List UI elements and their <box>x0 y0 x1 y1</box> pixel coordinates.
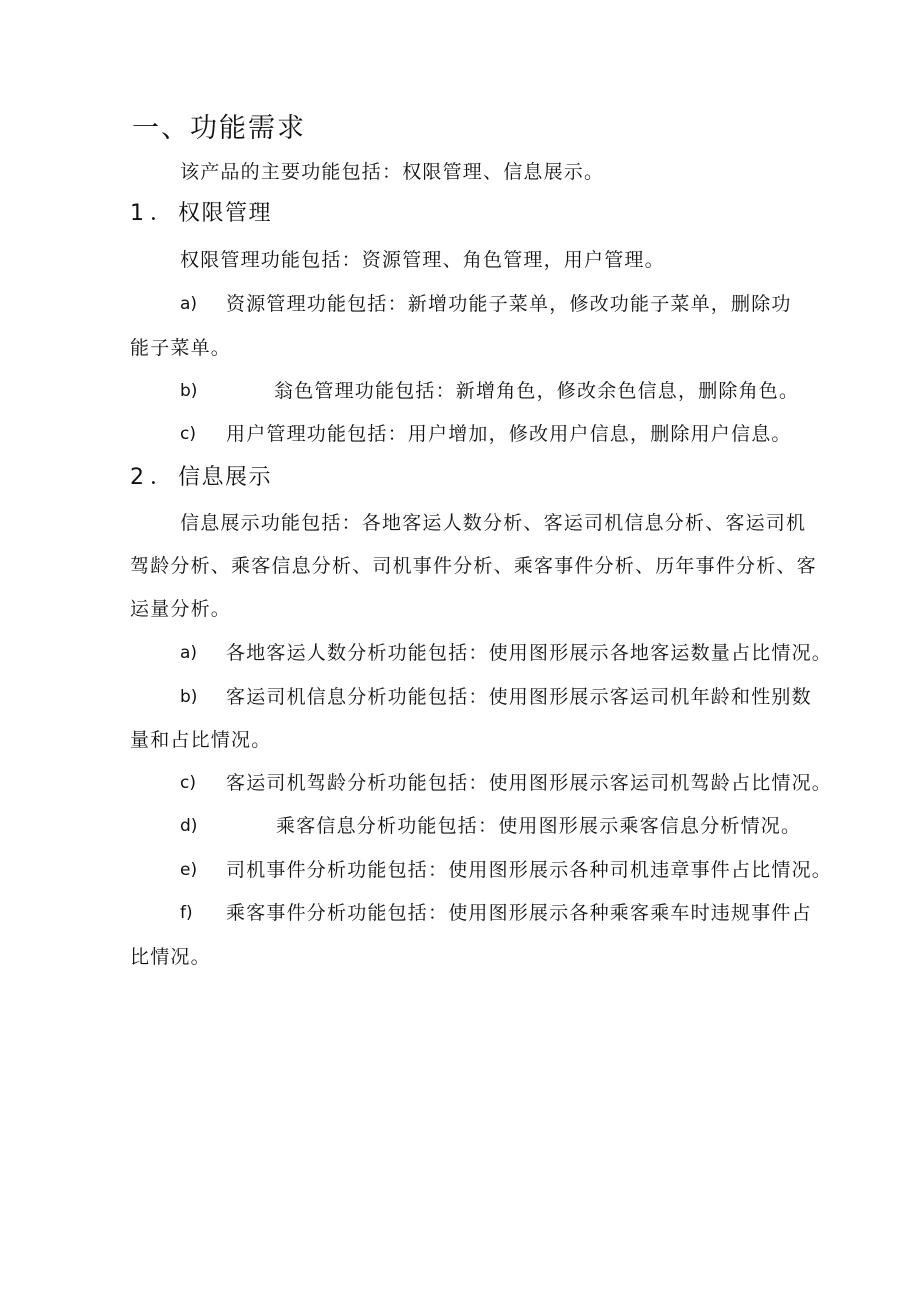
sub2-title: 信息展示 <box>178 465 273 490</box>
sub2-item-a-marker: a) <box>180 643 198 663</box>
sub2-item-e-marker: e) <box>180 860 198 880</box>
sub2-intro-line2: 驾龄分析、乘客信息分析、司机事件分析、乘客事件分析、历年事件分析、客 <box>130 555 817 577</box>
section-intro: 该产品的主要功能包括：权限管理、信息展示。 <box>180 161 605 183</box>
sub2-item-e-line1: 司机事件分析功能包括：使用图形展示各种司机违章事件占比情况。 <box>226 859 833 881</box>
sub1-heading <box>130 200 272 228</box>
sub2-item-f-line1: 乘客事件分析功能包括：使用图形展示各种乘客乘车时违规事件占 <box>226 902 812 924</box>
sub1-number: 1． <box>130 201 178 226</box>
sub1-item-b-line1: 翁色管理功能包括：新增角色，修改余色信息，删除角色。 <box>274 380 800 402</box>
sub2-number: 2． <box>130 465 178 490</box>
sub1-item-b-marker: b) <box>180 381 198 401</box>
sub2-item-b-line2: 量和占比情况。 <box>130 729 272 751</box>
sub1-item-a-marker: a) <box>180 294 198 314</box>
sub2-item-f-marker: f) <box>180 903 193 923</box>
sub2-heading <box>130 464 272 492</box>
sub2-item-a-line1: 各地客运人数分析功能包括：使用图形展示各地客运数量占比情况。 <box>226 642 833 664</box>
sub1-title: 权限管理 <box>178 201 273 226</box>
sub2-item-c-line1: 客运司机驾龄分析功能包括：使用图形展示客运司机驾龄占比情况。 <box>226 772 833 794</box>
sub2-intro-line3: 运量分析。 <box>130 598 232 620</box>
sub2-item-c-marker: c) <box>180 773 196 793</box>
sub2-item-d-marker: d) <box>180 816 198 836</box>
sub1-intro: 权限管理功能包括：资源管理、角色管理，用户管理。 <box>180 249 665 271</box>
sub1-item-a-line1: 资源管理功能包括：新增功能子菜单，修改功能子菜单，删除功 <box>226 293 792 315</box>
section-heading: 一、功能需求 <box>132 113 306 144</box>
sub1-item-a-line2: 能子菜单。 <box>130 337 232 359</box>
sub2-item-b-marker: b) <box>180 687 198 707</box>
sub2-item-b-line1: 客运司机信息分析功能包括：使用图形展示客运司机年龄和性别数 <box>226 686 812 708</box>
sub2-item-f-line2: 比情况。 <box>130 946 211 968</box>
sub1-item-c-line1: 用户管理功能包括：用户增加，修改用户信息，删除用户信息。 <box>226 423 792 445</box>
sub2-item-d-line1: 乘客信息分析功能包括：使用图形展示乘客信息分析情况。 <box>276 815 802 837</box>
sub1-item-c-marker: c) <box>180 424 196 444</box>
sub2-intro-line1: 信息展示功能包括：各地客运人数分析、客运司机信息分析、客运司机 <box>180 512 807 534</box>
